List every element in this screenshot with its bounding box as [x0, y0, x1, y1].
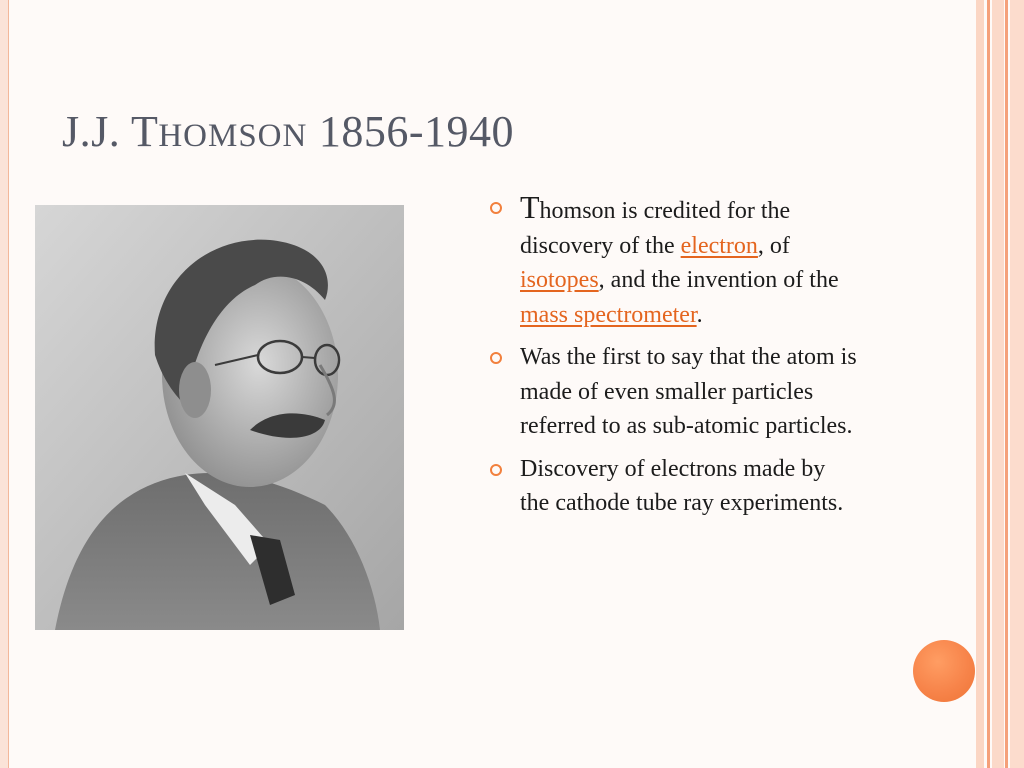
- mass-spectrometer-link[interactable]: mass spectrometer: [520, 301, 697, 328]
- electron-link[interactable]: electron: [680, 232, 758, 259]
- bullet-text: , and the invention of the: [598, 267, 839, 293]
- dropcap-letter: T: [520, 189, 540, 225]
- portrait-illustration: [35, 205, 404, 630]
- bullet-text: Discovery of electrons made by the cathode tube ray experiments.: [520, 455, 844, 516]
- bullet-list: [488, 190, 858, 529]
- list-item: [488, 340, 858, 444]
- isotopes-link[interactable]: isotopes: [520, 267, 599, 293]
- bullet-icon: [490, 352, 502, 364]
- title-smallcaps: HOMSON: [158, 118, 308, 154]
- title-years: 1856-1940: [307, 107, 515, 156]
- bullet-text: , of: [757, 232, 790, 259]
- left-border-decoration: [0, 0, 9, 768]
- bullet-text: Was the first to say that the atom is made of even smaller particles referred to as sub-atomic particles.: [520, 344, 857, 439]
- bullet-icon: [490, 464, 502, 476]
- bullet-icon: [490, 202, 502, 214]
- title-initials: J.J. T: [62, 107, 159, 156]
- list-item: [488, 452, 858, 521]
- list-item: [488, 190, 858, 332]
- portrait-photo: [35, 205, 404, 630]
- bullet-text: .: [696, 301, 703, 328]
- right-stripe-decoration: [976, 0, 1024, 768]
- orange-circle-decoration: [913, 640, 975, 702]
- bullet-text: homson is credited for the discovery of the: [520, 198, 791, 259]
- slide-title: [62, 106, 514, 157]
